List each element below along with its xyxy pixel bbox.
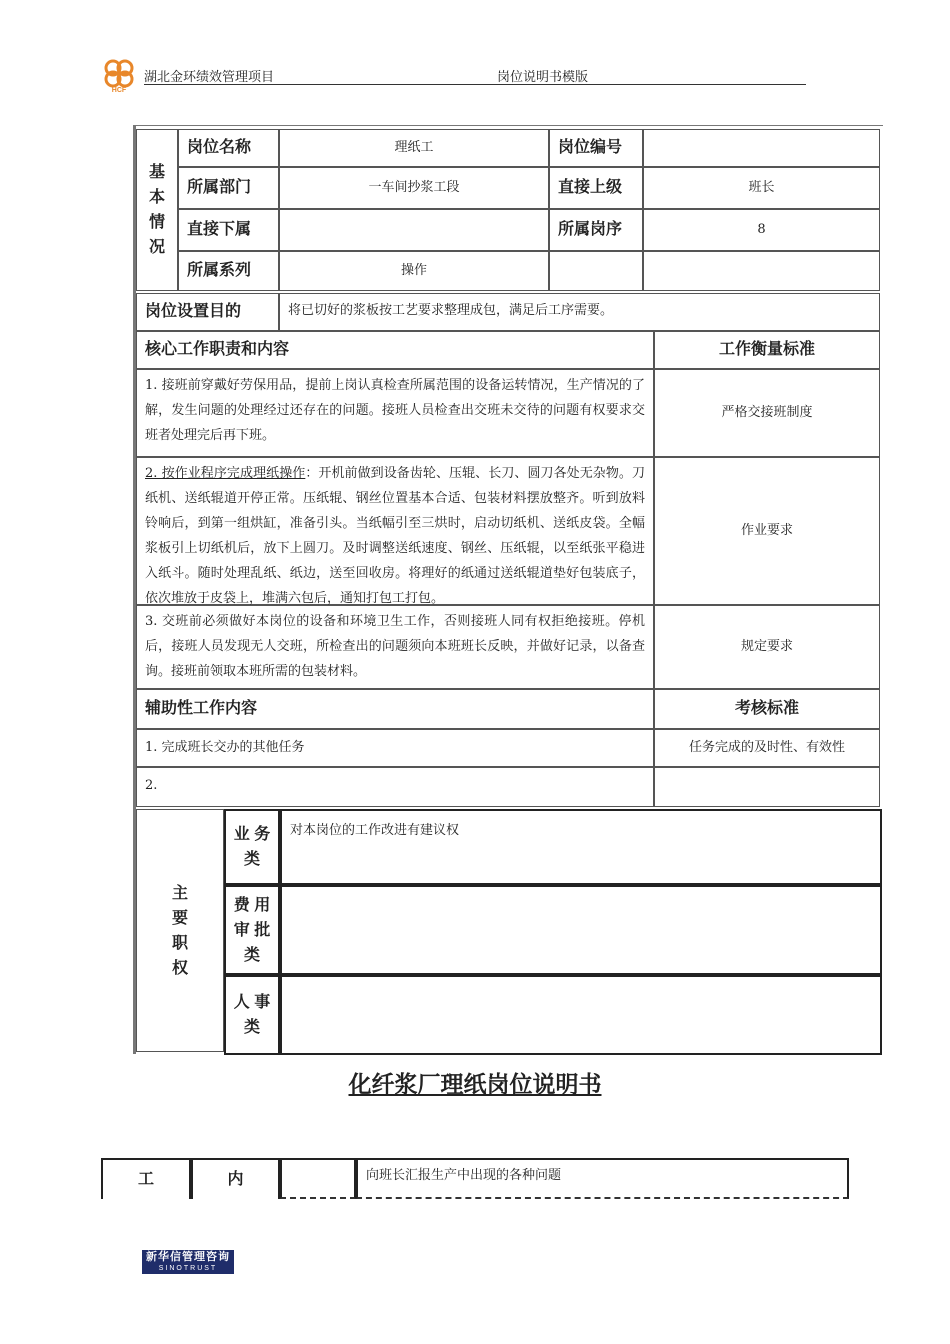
authority-business-text: 对本岗位的工作改进有建议权: [280, 809, 882, 885]
aux-duties-header: 辅助性工作内容: [136, 689, 654, 729]
position-name-label: 岗位名称: [178, 129, 279, 167]
aux-duty-1: 1. 完成班长交办的其他任务: [136, 729, 654, 767]
lower-col1: 工: [101, 1158, 191, 1199]
subordinate-value: [279, 209, 549, 251]
core-duties-header: 核心工作职责和内容: [136, 331, 654, 369]
core-standard-3: 规定要求: [654, 605, 880, 689]
core-duty-2-lead: 2. 按作业程序完成理纸操作: [145, 466, 306, 481]
authority-personnel-text: [280, 975, 882, 1055]
authority-label: 主 要 职 权: [136, 809, 224, 1052]
aux-standard-1: 任务完成的及时性、有效性: [654, 729, 880, 767]
core-standard-1: 严格交接班制度: [654, 369, 880, 457]
sequence-value: 8: [643, 209, 880, 251]
hcf-logo-text: HCF: [111, 87, 127, 93]
authority-personnel-category: 人 事 类: [224, 975, 280, 1055]
position-no-value: [643, 129, 880, 167]
authority-expense-category: 费 用 审 批 类: [224, 885, 280, 975]
aux-duty-2: 2.: [136, 767, 654, 807]
purpose-label: 岗位设置目的: [136, 293, 279, 331]
aux-standard-header: 考核标准: [654, 689, 880, 729]
sinotrust-logo: [142, 1250, 234, 1274]
series-label: 所属系列: [178, 251, 279, 291]
lower-col3: [280, 1158, 356, 1199]
position-no-label: 岗位编号: [549, 129, 643, 167]
core-duty-2: [136, 457, 654, 605]
job-description-table: [133, 125, 883, 1054]
sequence-label: 所属岗序: [549, 209, 643, 251]
sinotrust-logo-cn: 新华信管理咨询: [146, 1251, 230, 1263]
superior-value: 班长: [643, 167, 880, 209]
superior-label: 直接上级: [549, 167, 643, 209]
core-duty-2-text: ：开机前做到设备齿轮、压辊、长刀、圆刀各处无杂物。刀纸机、送纸辊道开停正常。压纸辊、钢丝位置基本合适、包装材料摆放整齐。听到放料铃响后，到第一组烘缸，准备引头。当纸幅引至三烘时，启动切纸机、送纸皮袋。全幅浆板引上切纸机后，放下上圆刀。及时调整送纸速度、钢丝、压纸辊，以至纸张平稳进入纸斗。随时处理乱纸、纸边，送至回收房。将理好的纸通过送纸辊道垫好包装底子，依次堆放于皮袋上，堆满六包后，通知打包工打包。: [145, 466, 645, 606]
header-divider: [144, 84, 806, 85]
series-value: 操作: [279, 251, 549, 291]
subordinate-label: 直接下属: [178, 209, 279, 251]
authority-expense-text: [280, 885, 882, 975]
position-name-value: 理纸工: [279, 129, 549, 167]
header-company: 湖北金环绩效管理项目: [144, 70, 275, 85]
core-duty-1: 1. 接班前穿戴好劳保用品，提前上岗认真检查所属范围的设备运转情况，生产情况的了解，发生问题的处理经过还存在的问题。接班人员检查出交班未交待的问题有权要求交班者处理完后再下班。: [136, 369, 654, 457]
basic-info-label: 基 本 情 况: [136, 129, 178, 291]
aux-standard-2: [654, 767, 880, 807]
department-value: 一车间抄浆工段: [279, 167, 549, 209]
core-standard-2: 作业要求: [654, 457, 880, 605]
core-duty-3: 3. 交班前必须做好本岗位的设备和环境卫生工作，否则接班人同有权拒绝接班。停机后，接班人员发现无人交班，所检查出的问题须向本班班长反映，并做好记录，以备查询。接班前领取本班所需的包装材料。: [136, 605, 654, 689]
lower-text: 向班长汇报生产中出现的各种问题: [356, 1158, 849, 1199]
header-doc-type: 岗位说明书模版: [497, 70, 589, 85]
department-label: 所属部门: [178, 167, 279, 209]
empty-cell: [549, 251, 643, 291]
purpose-text: 将已切好的浆板按工艺要求整理成包，满足后工序需要。: [279, 293, 880, 331]
sinotrust-logo-en: SINOTRUST: [158, 1265, 218, 1272]
empty-cell: [643, 251, 880, 291]
lower-col2: 内: [191, 1158, 280, 1199]
core-standard-header: 工作衡量标准: [654, 331, 880, 369]
authority-business-category: 业 务 类: [224, 809, 280, 885]
hcf-logo-icon: [100, 55, 138, 93]
document-title: 化纤浆厂理纸岗位说明书: [348, 1071, 602, 1097]
